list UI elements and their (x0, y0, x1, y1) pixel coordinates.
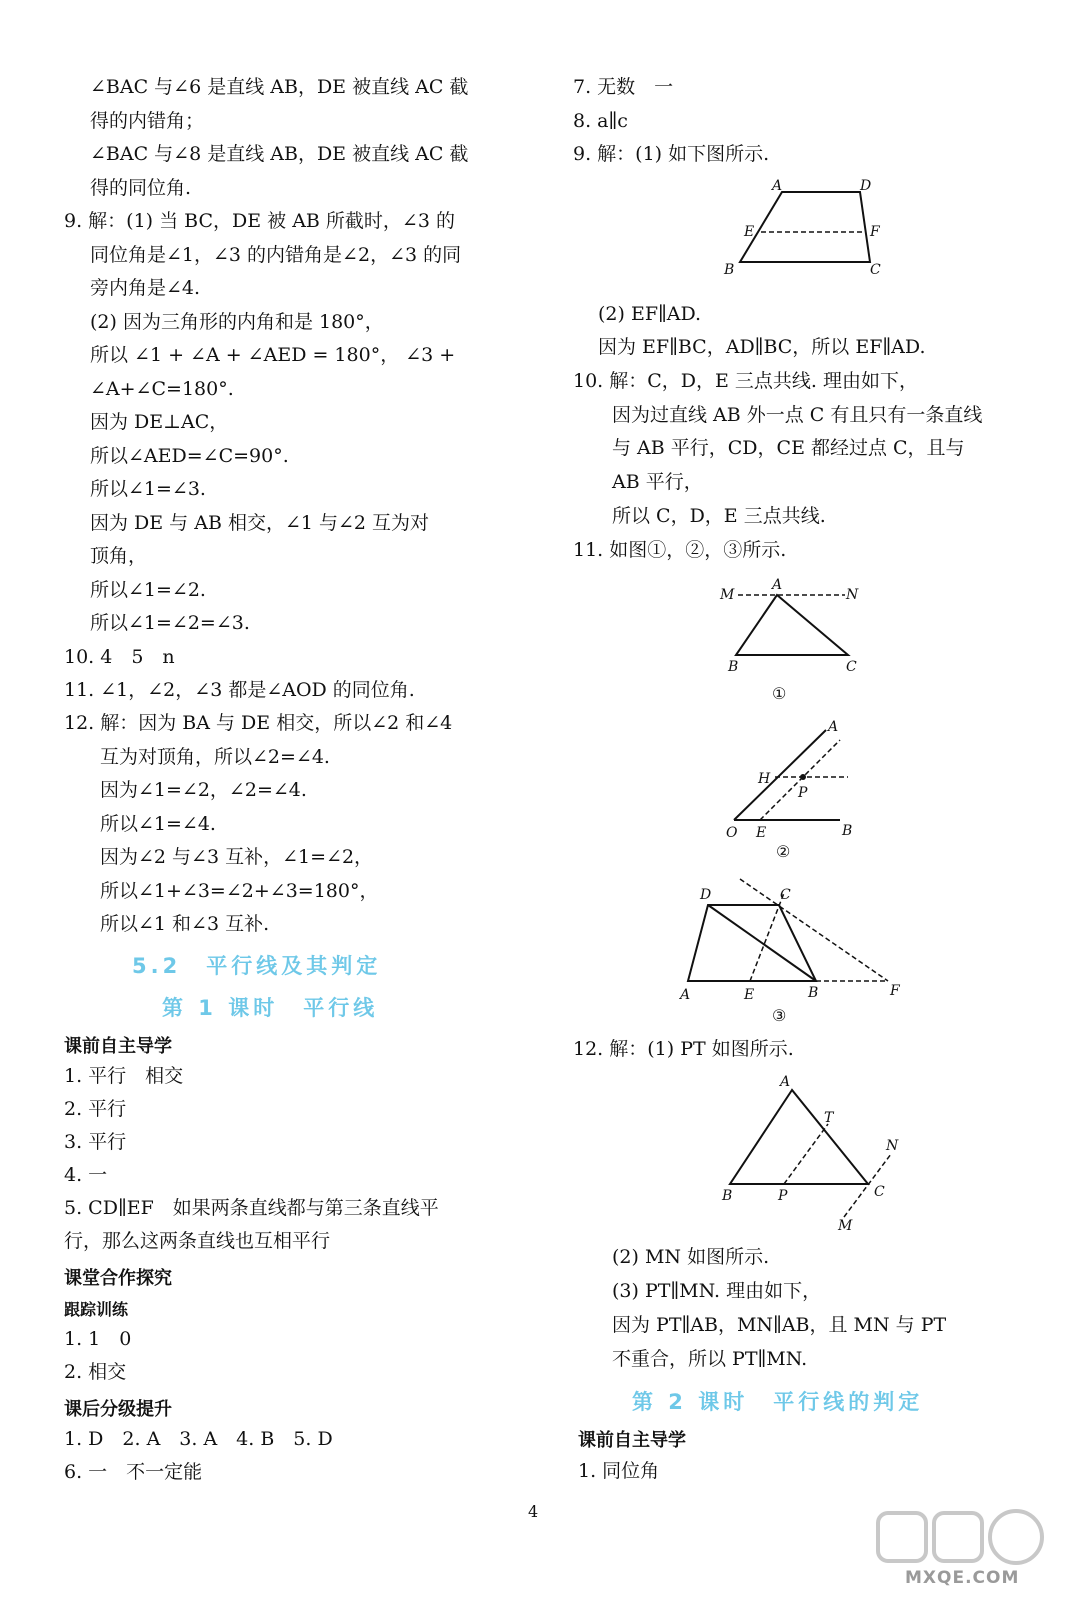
label-f: F (870, 224, 880, 240)
text-line: 同位角是∠1，∠3 的内错角是∠2，∠3 的同 (90, 244, 462, 266)
figure-2 (718, 715, 868, 870)
dashed-line-ep (760, 740, 840, 820)
section-header: 课前自主导学 (578, 1430, 686, 1451)
triangle-abc (736, 595, 848, 655)
text-line: (2) EF∥AD. (598, 303, 702, 325)
text-line: 所以∠1=∠2=∠3. (90, 612, 250, 634)
text-line: 所以∠1+∠3=∠2+∠3=180°， (100, 880, 379, 902)
text-line: 因为 PT∥AB，MN∥AB，且 MN 与 PT (612, 1314, 947, 1336)
text-line: 11. ∠1，∠2，∠3 都是∠AOD 的同位角. (64, 679, 415, 701)
figure-1 (710, 575, 870, 710)
subsection-header: 跟踪训练 (64, 1300, 129, 1319)
trapezoid-outline (740, 192, 870, 262)
figure-12 (716, 1072, 916, 1237)
text-line: 9. 解：(1) 如下图所示. (573, 143, 770, 165)
label-p: P (798, 785, 808, 801)
lesson-title: 第 1 课时 平行线 (162, 996, 379, 1020)
figure-caption: ① (772, 684, 787, 703)
label-c: C (874, 1184, 885, 1200)
label-n: N (886, 1138, 899, 1154)
figure-3 (676, 873, 916, 1038)
label-n: N (846, 587, 859, 603)
text-line: (2) MN 如图所示. (612, 1246, 770, 1268)
text-line: 12. 解：(1) PT 如图所示. (573, 1038, 794, 1060)
figure-caption: ② (776, 842, 791, 861)
text-line: 因为 EF∥BC，AD∥BC，所以 EF∥AD. (598, 336, 926, 358)
text-line: 2. 平行 (64, 1098, 127, 1120)
text-line: 5. CD∥EF 如果两条直线都与第三条直线平 (64, 1197, 439, 1219)
text-line: ∠A+∠C=180°. (90, 378, 234, 400)
text-line: 因为∠2 与∠3 互补，∠1=∠2， (100, 846, 374, 868)
watermark-text: MXQE.COM (905, 1568, 1020, 1588)
text-line: 因为 DE 与 AB 相交，∠1 与∠2 互为对 (90, 512, 430, 534)
text-line: 因为 DE⊥AC， (90, 411, 229, 433)
text-line: ∠BAC 与∠8 是直线 AB，DE 被直线 AC 截 (90, 143, 469, 165)
label-a: A (680, 987, 691, 1003)
label-b: B (842, 823, 853, 839)
text-line: 1. 平行 相交 (64, 1065, 184, 1087)
text-line: 6. 一 不一定能 (64, 1461, 203, 1483)
label-p: P (778, 1188, 788, 1204)
text-line: 所以∠1=∠2. (90, 579, 206, 601)
text-line: 10. 解：C，D，E 三点共线. 理由如下， (573, 370, 919, 392)
label-e: E (744, 987, 755, 1003)
text-line: AB 平行， (612, 471, 703, 493)
lesson-title: 第 2 课时 平行线的判定 (632, 1390, 924, 1414)
text-line: 因为∠1=∠2，∠2=∠4. (100, 779, 307, 801)
text-line: (2) 因为三角形的内角和是 180°， (90, 311, 384, 333)
label-b: B (808, 985, 819, 1001)
label-b: B (728, 659, 739, 675)
label-e: E (744, 224, 755, 240)
text-line: 7. 无数 一 (573, 76, 674, 98)
label-b: B (724, 262, 735, 278)
text-line: 所以 ∠1 + ∠A + ∠AED = 180°， ∠3 + (90, 344, 456, 366)
text-line: 互为对顶角，所以∠2=∠4. (100, 746, 330, 768)
point-p (800, 774, 806, 780)
text-line: 8. a∥c (573, 110, 628, 132)
diagonal-db (708, 905, 816, 981)
label-o: O (726, 825, 738, 841)
label-c: C (870, 262, 881, 278)
text-line: 所以∠1 和∠3 互补. (100, 913, 270, 935)
text-line: 旁内角是∠4. (90, 277, 201, 299)
section-header: 课前自主导学 (64, 1036, 172, 1057)
label-a: A (780, 1074, 791, 1090)
ray-oa (734, 730, 826, 820)
text-line: 3. 平行 (64, 1131, 127, 1153)
text-line: 行，那么这两条直线也互相平行 (64, 1230, 331, 1252)
section-title: 5.2 平行线及其判定 (132, 954, 382, 978)
label-a: A (772, 178, 783, 194)
triangle-abc (730, 1090, 868, 1184)
text-line: 顶角， (90, 545, 148, 567)
text-line: 4. 一 (64, 1164, 108, 1186)
dashed-line-pt (784, 1124, 828, 1184)
text-line: 与 AB 平行，CD，CE 都经过点 C，且与 (612, 437, 965, 459)
text-line: 12. 解：因为 BA 与 DE 相交，所以∠2 和∠4 (64, 712, 453, 734)
label-d: D (860, 178, 872, 194)
text-line: 所以∠1=∠4. (100, 813, 216, 835)
label-c: C (846, 659, 857, 675)
text-line: ∠BAC 与∠6 是直线 AB，DE 被直线 AC 截 (90, 76, 469, 98)
text-line: 得的同位角. (90, 177, 192, 199)
trapezoid-figure (710, 178, 900, 287)
text-line: 所以∠1=∠3. (90, 478, 206, 500)
text-line: (3) PT∥MN. 理由如下， (612, 1280, 822, 1302)
dashed-line-cf (740, 879, 888, 981)
text-line: 1. 1 0 (64, 1328, 132, 1350)
text-line: 2. 相交 (64, 1361, 127, 1383)
text-line: 1. D 2. A 3. A 4. B 5. D (64, 1428, 333, 1450)
text-line: 10. 4 5 n (64, 646, 175, 668)
section-header: 课堂合作探究 (64, 1268, 172, 1289)
label-f: F (890, 983, 900, 999)
text-line: 11. 如图①，②，③所示. (573, 539, 787, 561)
page-number: 4 (528, 1502, 539, 1521)
section-header: 课后分级提升 (64, 1399, 172, 1420)
quadrilateral-abcd (688, 905, 816, 981)
label-d: D (700, 887, 712, 903)
label-c: C (780, 887, 791, 903)
text-line: 所以 C，D，E 三点共线. (612, 505, 826, 527)
text-line: 9. 解：(1) 当 BC，DE 被 AB 所截时，∠3 的 (64, 210, 455, 232)
figure-caption: ③ (772, 1006, 787, 1025)
label-a: A (828, 719, 839, 735)
label-e: E (756, 825, 767, 841)
label-m: M (838, 1218, 853, 1234)
label-t: T (824, 1110, 834, 1126)
label-h: H (758, 771, 771, 787)
label-b: B (722, 1188, 733, 1204)
text-line: 得的内错角； (90, 110, 205, 132)
label-m: M (720, 587, 735, 603)
text-line: 1. 同位角 (578, 1460, 660, 1482)
text-line: 所以∠AED=∠C=90°. (90, 445, 289, 467)
text-line: 因为过直线 AB 外一点 C 有且只有一条直线 (612, 404, 983, 426)
text-line: 不重合，所以 PT∥MN. (612, 1348, 808, 1370)
label-a: A (772, 577, 783, 593)
